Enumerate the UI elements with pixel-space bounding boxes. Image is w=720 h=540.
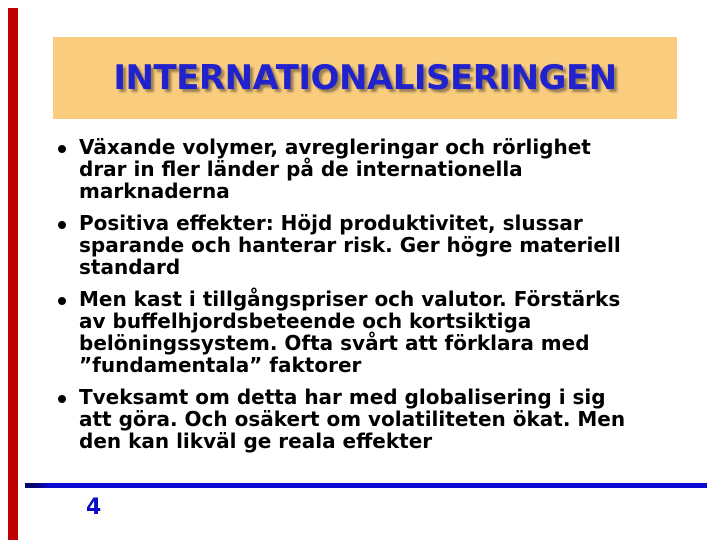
bullet-text: [79, 212, 621, 278]
bullet-line: Positiva effekter: Höjd produktivitet, slussar: [79, 211, 583, 235]
bullet-dot-icon: [58, 395, 66, 403]
bullet-line: sparande och hanterar risk. Ger högre materiell: [79, 233, 621, 257]
bullet-line: av buffelhjordsbeteende och kortsiktiga: [79, 309, 532, 333]
bullet-text: [79, 288, 620, 376]
bullet-line: ”fundamentala” faktorer: [79, 353, 362, 377]
bullet-line: Men kast i tillgångspriser och valutor. Förstärks: [79, 287, 621, 311]
left-accent-bar: [8, 8, 18, 540]
bullet-item: [58, 288, 710, 376]
bullet-line: standard: [79, 255, 181, 279]
bullet-item: [58, 386, 710, 452]
bullet-line: den kan likväl ge reala effekter: [79, 429, 433, 453]
bullet-line: Tveksamt om detta har med globalisering i sig: [79, 385, 606, 409]
footer-divider-line: [25, 483, 707, 488]
bullet-line: marknaderna: [79, 179, 230, 203]
bullet-dot-icon: [58, 297, 66, 305]
bullet-line: drar in fler länder på de internationella: [79, 157, 523, 181]
bullet-item: [58, 136, 710, 202]
bullet-item: [58, 212, 710, 278]
bullet-line: Växande volymer, avregleringar och rörlighet: [79, 135, 591, 159]
bullet-line: belöningssystem. Ofta svårt att förklara med: [79, 331, 590, 355]
bullet-line: att göra. Och osäkert om volatiliteten ökat. Men: [79, 407, 626, 431]
bullet-dot-icon: [58, 221, 66, 229]
bullet-dot-icon: [58, 145, 66, 153]
slide-title-box: [53, 37, 677, 119]
slide-title: INTERNATIONALISERINGEN: [113, 58, 617, 98]
page-number: 4: [86, 495, 102, 520]
bullet-text: [79, 136, 591, 202]
bullet-list: [58, 136, 710, 462]
bullet-text: [79, 386, 625, 452]
